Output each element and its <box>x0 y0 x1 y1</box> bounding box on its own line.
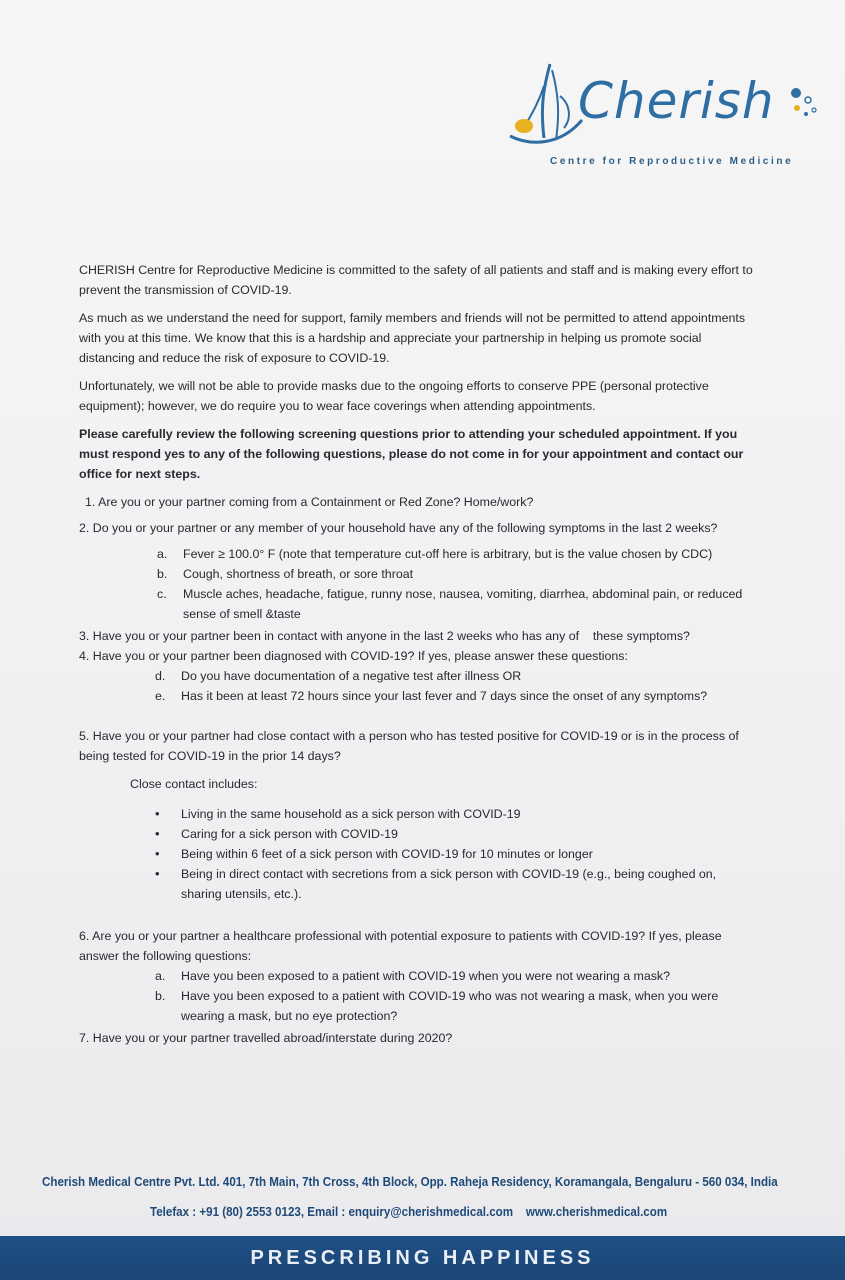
cherish-logo <box>500 56 830 176</box>
question-3: 3. Have you or your partner been in contact with anyone in the last 2 weeks who has any of these symptoms? <box>79 629 690 643</box>
logo-wordmark: Cherish <box>578 72 775 130</box>
screening-instruction: Please carefully review the following screening questions prior to attending your scheduled appointment. If you must respond yes to any of the following questions, please do not come in for your appointment and contact our office for next steps. <box>79 427 744 481</box>
healthcare-list <box>155 966 759 1026</box>
list-item: a. Fever ≥ 100.0° F (note that temperature cut-off here is arbitrary, but is the value chosen by CDC) <box>157 547 713 561</box>
list-item: b. Have you been exposed to a patient with COVID-19 who was not wearing a mask, when you were wearing a mask, but no eye protection? <box>155 989 719 1023</box>
intro-paragraph: CHERISH Centre for Reproductive Medicine is committed to the safety of all patients and staff and is making every effort to prevent the transmission of COVID-19. <box>79 263 753 297</box>
intro-paragraph: As much as we understand the need for support, family members and friends will not be permitted to attend appointments with you at this time. We know that this is a hardship and appreciate your partnership in helping us promote social distancing and reduce the risk of exposure to COVID-19. <box>79 311 746 365</box>
question-4: 4. Have you or your partner been diagnosed with COVID-19? If yes, please answer these questions: <box>79 649 628 663</box>
intro-paragraph: Unfortunately, we will not be able to provide masks due to the ongoing efforts to conserve PPE (personal protective equipment); however, we do require you to wear face coverings when attending appointments. <box>79 379 709 413</box>
bullet-icon: • <box>155 826 160 841</box>
question-5: 5. Have you or your partner had close contact with a person who has tested positive for COVID-19 or is in the process of being tested for COVID-19 in the prior 14 days? <box>79 729 739 763</box>
footer-address: Cherish Medical Centre Pvt. Ltd. 401, 7th Main, 7th Cross, 4th Block, Opp. Raheja Residency, Koramangala, Bengaluru - 560 034, India <box>42 1175 778 1189</box>
list-item: • Being within 6 feet of a sick person with COVID-19 for 10 minutes or longer <box>155 844 759 864</box>
list-item: • Living in the same household as a sick person with COVID-19 <box>155 804 759 824</box>
list-item: d. Do you have documentation of a negative test after illness OR <box>155 669 522 683</box>
close-contact-list <box>155 804 759 904</box>
question-1: 1. Are you or your partner coming from a Containment or Red Zone? Home/work? <box>85 495 534 509</box>
question-7: 7. Have you or your partner travelled abroad/interstate during 2020? <box>79 1031 453 1045</box>
footer-contact: Telefax : +91 (80) 2553 0123, Email : enquiry@cherishmedical.com www.cherishmedical.com <box>150 1205 668 1219</box>
footer-band <box>0 1236 845 1280</box>
slogan: PRESCRIBING HAPPINESS <box>250 1247 595 1269</box>
close-contact-heading: Close contact includes: <box>130 777 258 791</box>
list-item: a. Have you been exposed to a patient with COVID-19 when you were not wearing a mask? <box>155 969 671 983</box>
list-item: c. Muscle aches, headache, fatigue, runny nose, nausea, vomiting, diarrhea, abdominal pain, or reduced sense of smell &taste <box>157 587 743 621</box>
bullet-icon: • <box>155 866 160 881</box>
question-2: 2. Do you or your partner or any member of your household have any of the following symptoms in the last 2 weeks? <box>79 521 718 535</box>
bullet-icon: • <box>155 806 160 821</box>
list-item: b. Cough, shortness of breath, or sore throat <box>157 567 414 581</box>
bubbles-icon <box>788 86 822 126</box>
list-item: e. Has it been at least 72 hours since your last fever and 7 days since the onset of any symptoms? <box>155 689 708 703</box>
logo-mark-icon <box>500 56 590 156</box>
question-6: 6. Are you or your partner a healthcare professional with potential exposure to patients with COVID-19? If yes, please answer the following questions: <box>79 929 722 963</box>
list-item: • Caring for a sick person with COVID-19 <box>155 824 759 844</box>
letter-body <box>79 260 759 1048</box>
bullet-icon: • <box>155 846 160 861</box>
symptom-list <box>157 544 759 624</box>
logo-tagline: Centre for Reproductive Medicine <box>550 156 794 167</box>
diagnosis-list <box>155 666 759 706</box>
list-item: • Being in direct contact with secretions from a sick person with COVID-19 (e.g., being coughed on, sharing utensils, etc.). <box>155 864 759 904</box>
